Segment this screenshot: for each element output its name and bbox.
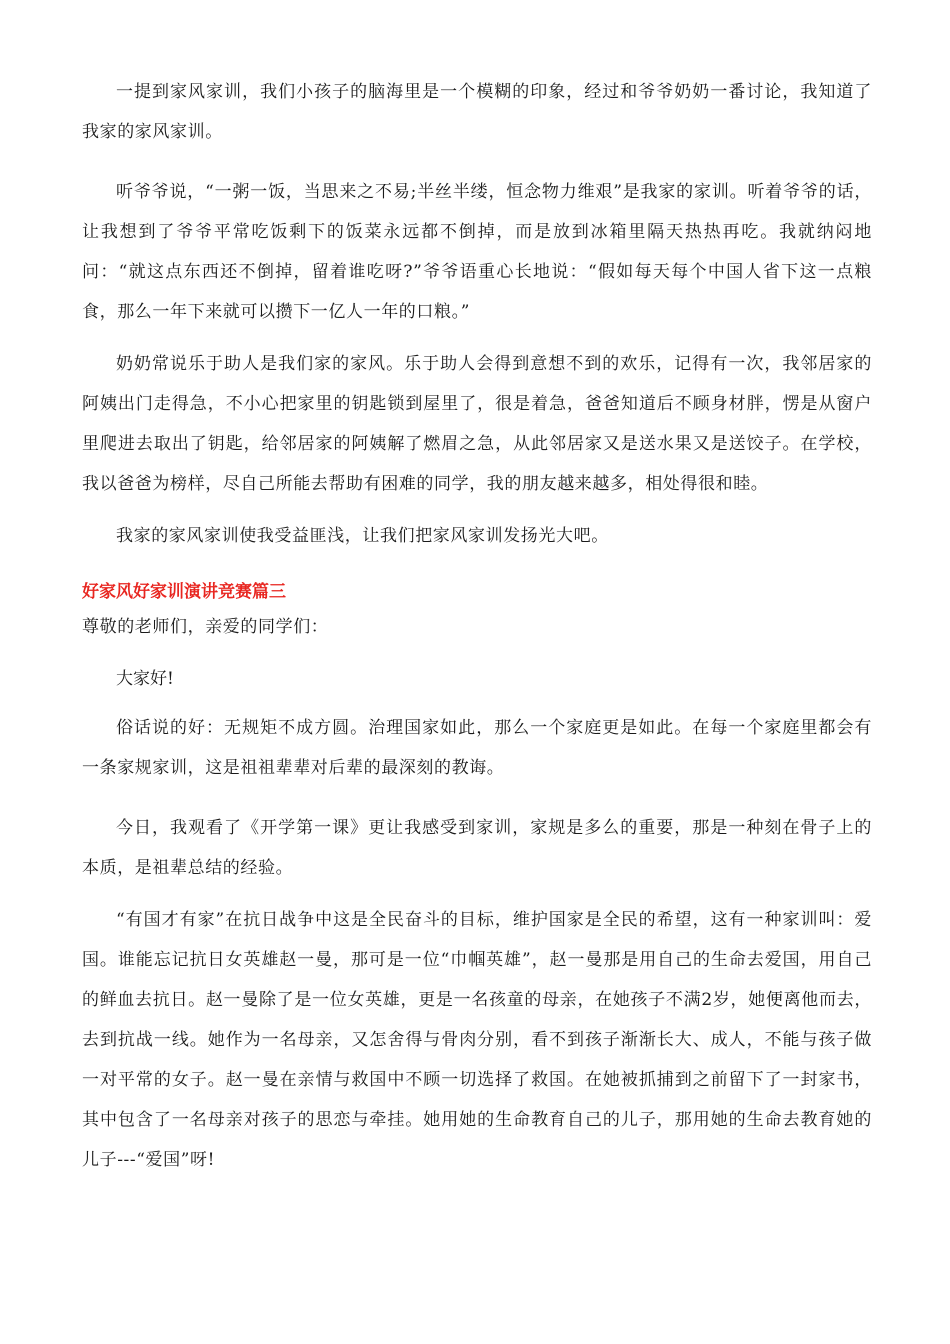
greeting: 大家好! [116, 669, 174, 689]
paragraph-2: 听爷爷说，“一粥一饭，当思来之不易;半丝半缕，恒念物力维艰”是我家的家训。听着爷爷的话，让我想到了爷爷平常吃饭剩下的饭菜永远都不倒掉，而是放到冰箱里隔天热热再吃。我就纳闷地问：“就这点东西还不倒掉，留着谁吃呀?”爷爷语重心长地说：“假如每天每个中国人省下这一点粮食，那么一年下来就可以攒下一亿人一年的口粮。” [82, 182, 872, 322]
section-paragraph-3: “有国才有家”在抗日战争中这是全民奋斗的目标，维护国家是全民的希望，这有一种家训叫：爱国。谁能忘记抗日女英雄赵一曼，那可是一位“巾帼英雄”，赵一曼那是用自己的生命去爱国，用自己的鲜血去抗日。赵一曼除了是一位女英雄，更是一名孩童的母亲，在她孩子不满2岁，她便离他而去，去到抗战一线。她作为一名母亲，又怎舍得与骨肉分别，看不到孩子渐渐长大、成人，不能与孩子做一对平常的女子。赵一曼在亲情与救国中不顾一切选择了救国。在她被抓捕到之前留下了一封家书，其中包含了一名母亲对孩子的思恋与牵挂。她用她的生命教育自己的儿子，那用她的生命去教育她的儿子---“爱国”呀! [82, 910, 872, 1170]
section-paragraph-1: 俗话说的好：无规矩不成方圆。治理国家如此，那么一个家庭更是如此。在每一个家庭里都会有一条家规家训，这是祖祖辈辈对后辈的最深刻的教诲。 [82, 718, 872, 778]
paragraph-3: 奶奶常说乐于助人是我们家的家风。乐于助人会得到意想不到的欢乐，记得有一次，我邻居家的阿姨出门走得急，不小心把家里的钥匙锁到屋里了，很是着急，爸爸知道后不顾身材胖，愣是从窗户里爬进去取出了钥匙，给邻居家的阿姨解了燃眉之急，从此邻居家又是送水果又是送饺子。在学校，我以爸爸为榜样，尽自己所能去帮助有困难的同学，我的朋友越来越多，相处得很和睦。 [82, 354, 872, 494]
section-heading: 好家风好家训演讲竞赛篇三 [82, 582, 286, 602]
paragraph-4: 我家的家风家训使我受益匪浅，让我们把家风家训发扬光大吧。 [116, 526, 609, 546]
paragraph-1: 一提到家风家训，我们小孩子的脑海里是一个模糊的印象，经过和爷爷奶奶一番讨论，我知道了我家的家风家训。 [82, 82, 872, 142]
salutation: 尊敬的老师们，亲爱的同学们： [82, 617, 329, 637]
section-paragraph-2: 今日，我观看了《开学第一课》更让我感受到家训，家规是多么的重要，那是一种刻在骨子上的本质，是祖辈总结的经验。 [82, 818, 872, 878]
